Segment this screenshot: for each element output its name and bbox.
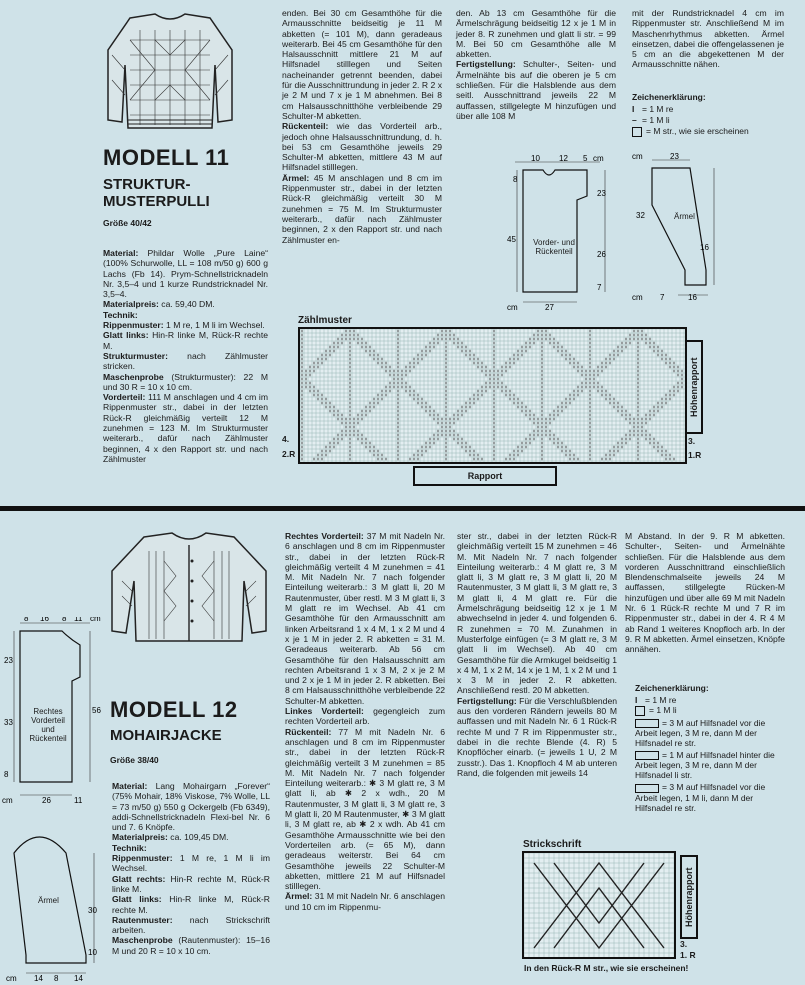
dim: cm (632, 293, 643, 302)
paragraph: Materialpreis: ca. 59,40 DM. (103, 299, 215, 310)
paragraph: Glatt links: Hin-R linke M, Rück-R rechte M. (112, 894, 270, 915)
model12-subtitle: MOHAIRJACKE (110, 727, 222, 744)
paragraph: Material: Phildar Wolle „Pure Laine“ (100% Schurwolle, LL = 108 m/50 g) 600 g Lachs (Fb 14). Prym-Schnellstricknadeln Nr. 3,5–4 und 1 kurze Rundstricknadel Nr. 3,5–4. (103, 248, 268, 300)
model11-schema-sleeve-label: Ärmel (674, 212, 695, 221)
legend-item: I = 1 M re (635, 695, 677, 705)
dim: cm (632, 152, 643, 161)
dim: 12 (559, 154, 568, 163)
model11-schema-front-label: Vorder- und Rückenteil (533, 238, 575, 256)
paragraph: Rückenteil: 77 M mit Nadeln Nr. 6 anschlagen und 8 cm im Rippenmuster str., dabei in der letzten Rück-R gleichmäßig verteilt 3 M zunehmen = 85 M. Mit Nadeln Nr. 7 nach folgender Einteilung weiterarb.: ✱ 3 M glatt re, 3 M glatt li, ab ✱ 2 x wdh., 20 M Rautenmuster, 3 M glatt li, 3 M glatt re, 3 M glatt li, 20 M Rautenmuster, ✱ 3 M glatt li, 3 M glatt re, ab ✱ 2 x wdh. Ab 41 cm Gesamthöhe Armausschnitte wie bei den Vorderteilen arb. (= 65 M), dann geradeaus weiterstr. Bei 64 cm Gesamthöhe jeweils 22 Schulter-M abketten, mittlere 21 M auf Hilfsnadel stilllegen. (285, 726, 445, 892)
model11-chart (298, 327, 687, 464)
dim: 23 (670, 152, 679, 161)
paragraph: Rautenmuster: nach Strickschrift arbeiten. (112, 914, 270, 936)
legend-item: = 3 M auf Hilfsnadel vor die Arbeit legen, 1 M li, dann M der Hilfsnadel re str. (635, 782, 766, 813)
model12-chart-caption: In den Rück-R M str., wie sie erscheinen! (524, 963, 689, 973)
paragraph: Technik: (112, 842, 147, 853)
model12-section (0, 511, 805, 985)
dim: 5 (583, 154, 588, 163)
paragraph: Glatt rechts: Hin-R rechte M, Rück-R linke M. (112, 873, 270, 894)
dim: 56 (92, 706, 101, 715)
paragraph: Rechtes Vorderteil: 37 M mit Nadeln Nr. 6 anschlagen und 8 cm im Rippenmuster str., dabei in der letzten Rück-R gleichmäßig verteilt 4 M zunehmen = 41 M. Mit Nadeln Nr. 7 nach folgender Einteilung weiterarb.: 3 M glatt li, 20 M Rautenmuster, über restl. M 3 M glatt li, 3 M glatt re im Wechsel. Ab 41 cm Gesamthöhe für den Armausschnitt am linken Arbeitsrand 1 x 4 M, 1 x 2 M und 4 x je 1 M in jeder 2. R abketten = 31 M. Geradeaus weiterarb. Ab 56 cm Gesamthöhe für den Halsausschnitt am rechten Arbeitsrand 1 x 3 M, 2 x je 2 M und 2 x je 1 M in jeder 2. R abketten. Bei 8 cm Halsausschnitthöhe verbleibende 22 Schulter-M abketten. (285, 531, 445, 706)
dim: 8 (62, 617, 67, 623)
model12-row-label-1r: 1. R (680, 950, 696, 960)
dim: 26 (597, 250, 606, 259)
model12-title: MODELL 12 (110, 697, 238, 722)
legend-item: = 1 M li (635, 705, 785, 716)
paragraph: Rippenmuster: 1 M re, 1 M li im Wechsel. (112, 853, 270, 874)
paragraph: den. Ab 13 cm Gesamthöhe für die Ärmelschrägung beidseitig 12 x je 1 M in jeder 8. R zunehmen und glatt li str. = 99 M. Bei 50 cm Gesamthöhe alle M abketten. (456, 8, 616, 60)
model11-row-label-3: 3. (688, 436, 696, 446)
model12-legend-title: Zeichenerklärung: (635, 683, 709, 693)
legend-item: – = 1 M li (632, 115, 670, 125)
model11-column-4: mit der Rundstricknadel 4 cm im Rippenmuster str. Anschließend M im Maschenrhythmus abketten. Ärmel einsetzen, dabei die offengelassenen je 5 cm an die abgekettenen M der Armausschnitte nähen. (632, 8, 784, 70)
model12-size: Größe 38/40 (110, 755, 159, 765)
model12-schema-front-label: Rechtes Vorderteil und Rückenteil (29, 707, 67, 743)
dim: 33 (4, 718, 13, 727)
paragraph: Vorderteil: 111 M anschlagen und 4 cm im Rippenmuster str., dabei in der letzten Rück-R gleichmäßig verteilt 12 M zunehmen = 123 M. Im Strukturmuster weiterarb., dafür nach Zählmuster beginnen, 4 x den Rapport str. und nach Zählmuster (103, 392, 268, 464)
paragraph: Technik: (103, 309, 138, 320)
sweater-illustration (100, 10, 240, 135)
dim: 23 (4, 656, 13, 665)
paragraph: Glatt links: Hin-R linke M, Rück-R rechte M. (103, 330, 268, 351)
dim: cm (90, 617, 101, 623)
dim: 8 (4, 770, 9, 779)
dim: 7 (660, 293, 665, 302)
dim: 11 (74, 796, 83, 805)
dim: 10 (88, 948, 97, 957)
model11-row-label-1r: 1.R (688, 450, 702, 460)
dim: 8 (513, 175, 518, 184)
paragraph: enden. Bei 30 cm Gesamthöhe für die Armausschnitte beidseitig je 11 M abketten (= 101 M), dann geradeaus weiterarb. Bei 45 cm Gesamthöhe für den Halsausschnitt mittlere 21 M auf Hilfsnadel stilllegen und Seiten nacheinander getrennt beenden, dabei für die Ausschnittrundung in jeder 2. R 2 x je 2 M und 7 x je 1 M abnehmen. Bei 8 cm Halsausschnitthöhe verbleibende 29 Schulter-M abketten. (282, 8, 442, 121)
dim: 45 (507, 235, 516, 244)
model11-column-3 (456, 8, 616, 121)
model11-schema-front (505, 152, 620, 312)
dim: cm (2, 796, 13, 805)
model12-chart (522, 851, 676, 959)
dim: 8 (24, 617, 29, 623)
paragraph: Maschenprobe (Strukturmuster): 22 M und 30 R = 10 x 10 cm. (103, 371, 268, 392)
model12-chart-vertical-label: Höhenrapport (680, 855, 698, 939)
model12-row-label-3: 3. (680, 939, 688, 949)
dim: cm (593, 154, 604, 163)
paragraph: Linkes Vorderteil: gegengleich zum rechten Vorderteil arb. (285, 706, 445, 727)
model11-column-1 (103, 248, 268, 464)
model12-column-3 (457, 531, 617, 778)
paragraph: Fertigstellung: Schulter-, Seiten- und Ärmelnähte bis auf die oberen je 5 cm schließen. Für die Halsblende aus dem seitl. Ausschnittrand jeweils 22 M auffassen, stillgelegte M hinzufügen und über alle 108 M (456, 59, 616, 121)
dim: 27 (545, 303, 554, 312)
model12-column-1 (112, 781, 270, 956)
cardigan-illustration (104, 531, 274, 646)
model11-legend-title: Zeichenerklärung: (632, 92, 706, 102)
dim: 16 (688, 293, 697, 302)
model12-chart-grid (524, 853, 674, 957)
model12-legend (635, 695, 785, 813)
paragraph: ster str., dabei in der letzten Rück-R gleichmäßig verteilt 15 M zunehmen = 46 M. Mit Nadeln Nr. 7 nach folgender Einteilung weiterarb.: 4 M glatt re, 3 M glatt li, 3 M glatt re, 3 M glatt li, 20 M Rautenmuster, 3 M glatt li, 3 M glatt re, 3 M glatt li, 4 M glatt re. Für die Ärmelschrägung beidseitig 12 x je 1 M abwechselnd in jeder 4. und folgenden 6. R zunehmen = 70 M. Zunahmen in Musterfolge einfügen (= 3 M glatt re, 3 M glatt li im Wechsel). Ab 40 cm Gesamthöhe für die Armkugel beidseitig 1 x 4 M, 1 x 2 M, 14 x je 1 M, 1 x 2 M und 1 x 3 M in jeder 2. R abketten. Anschließend restl. 20 M abketten. (457, 531, 617, 696)
dim: 14 (74, 974, 83, 983)
model11-chart-title: Zählmuster (298, 315, 352, 326)
legend-item: = 3 M auf Hilfsnadel vor die Arbeit legen, 3 M re, dann M der Hilfsnadel re str. (635, 717, 766, 748)
model12-column-4: M Abstand. In der 9. R M abketten. Schulter-, Seiten- und Ärmelnähte schließen. Für die Halsblende aus dem vorderen Ausschnittrand einschließlich Blendenschmalseite jeweils 24 M auffassen, stillgelegte Rücken-M hinzufügen und über alle 69 M mit Nadeln Nr. 6 1 Rück-R rechte M und 7 R im Rippenmuster str., dabei in der 4. R 4 M ab Rand 1 weiteres Knopfloch arb. In der 9. R M abketten. Ärmel einsetzen, Knöpfe annähen. (625, 531, 785, 655)
paragraph: Materialpreis: ca. 109,45 DM. (112, 832, 229, 843)
model11-row-label-4: 4. (282, 434, 290, 444)
dim: 7 (597, 283, 602, 292)
model12-column-2 (285, 531, 445, 912)
model11-schema-sleeve (630, 150, 720, 305)
dim: 14 (34, 974, 43, 983)
paragraph: Rippenmuster: 1 M re, 1 M li im Wechsel. (103, 320, 265, 331)
model12-chart-title: Strickschrift (523, 839, 582, 850)
model11-chart-rapport-label: Rapport (413, 466, 557, 486)
model11-subtitle-2: MUSTERPULLI (103, 193, 210, 210)
paragraph: Maschenprobe (Rautenmuster): 15–16 M und 20 R = 10 x 10 cm. (112, 935, 270, 956)
dim: 10 (531, 154, 540, 163)
dim: 26 (42, 796, 51, 805)
model11-size: Größe 40/42 (103, 218, 152, 228)
paragraph: Ärmel: 45 M anschlagen und 8 cm im Rippenmuster str., dabei in der letzten Rück-R gleichmäßig verteilt 30 M zunehmen = 75 M. Im Strukturmuster weiterarb., dafür nach Zählmuster beginnen, 2 x den Rapport str. und nach Zählmuster en- (282, 172, 442, 245)
paragraph: Fertigstellung: Für die Verschlußblenden aus den vorderen Rändern jeweils 80 M auffassen und mit Nadeln Nr. 6 1 Rück-R rechte M und 7 R im Rippenmuster str., dabei in die rechte Blende (4. R) 5 Knopflöcher einarb. (= jeweils 1 U, 2 M zusstr.). Das 1. Knopfloch 4 M ab unteren Rand, die folgenden mit jeweils 14 (457, 695, 618, 778)
model11-title: MODELL 11 (103, 145, 230, 170)
dim: 32 (636, 211, 645, 220)
legend-item: I = 1 M re (632, 104, 674, 114)
paragraph: Rückenteil: wie das Vorderteil arb., jedoch ohne Halsausschnittrundung, d. h. bei 53 cm Gesamthöhe jeweils 29 Schulter-M abketten, mittlere 43 M auf Hilfsnadel stilllegen. (282, 121, 442, 173)
model12-schema-sleeve-label: Ärmel (38, 896, 59, 905)
model11-chart-vertical-label: Höhenrapport (685, 340, 703, 434)
dim: 16 (700, 243, 709, 252)
paragraph: Material: Lang Mohairgarn „Forever“ (75% Mohair, 18% Viskose, 7% Wolle, LL = 73 m/50 g) 550 g Ockergelb (Fb 6349), addi-Schnellstricknadeln Flexi-bel Nr. 6 und 7. 6 Knöpfe. (112, 781, 270, 833)
model11-legend (632, 104, 749, 137)
dim: 30 (88, 906, 97, 915)
model11-row-label-2r: 2.R (282, 449, 296, 459)
model11-chart-grid (300, 329, 685, 462)
model11-subtitle-1: STRUKTUR- (103, 176, 191, 193)
dim: 16 (40, 617, 49, 623)
dim: 23 (597, 189, 606, 198)
paragraph: Strukturmuster: nach Zählmuster stricken. (103, 350, 268, 372)
dim: 11 (74, 617, 83, 623)
model11-column-2 (282, 8, 442, 245)
legend-item: = M str., wie sie erscheinen (632, 126, 749, 137)
dim: cm (507, 303, 518, 312)
legend-item: = 1 M auf Hilfsnadel hinter die Arbeit legen, 3 M re, dann M der Hilfsnadel li str. (635, 750, 775, 781)
paragraph: Ärmel: 31 M mit Nadeln Nr. 6 anschlagen und 10 cm im Rippenmu- (285, 891, 445, 912)
dim: cm (6, 974, 17, 983)
dim: 8 (54, 974, 59, 983)
